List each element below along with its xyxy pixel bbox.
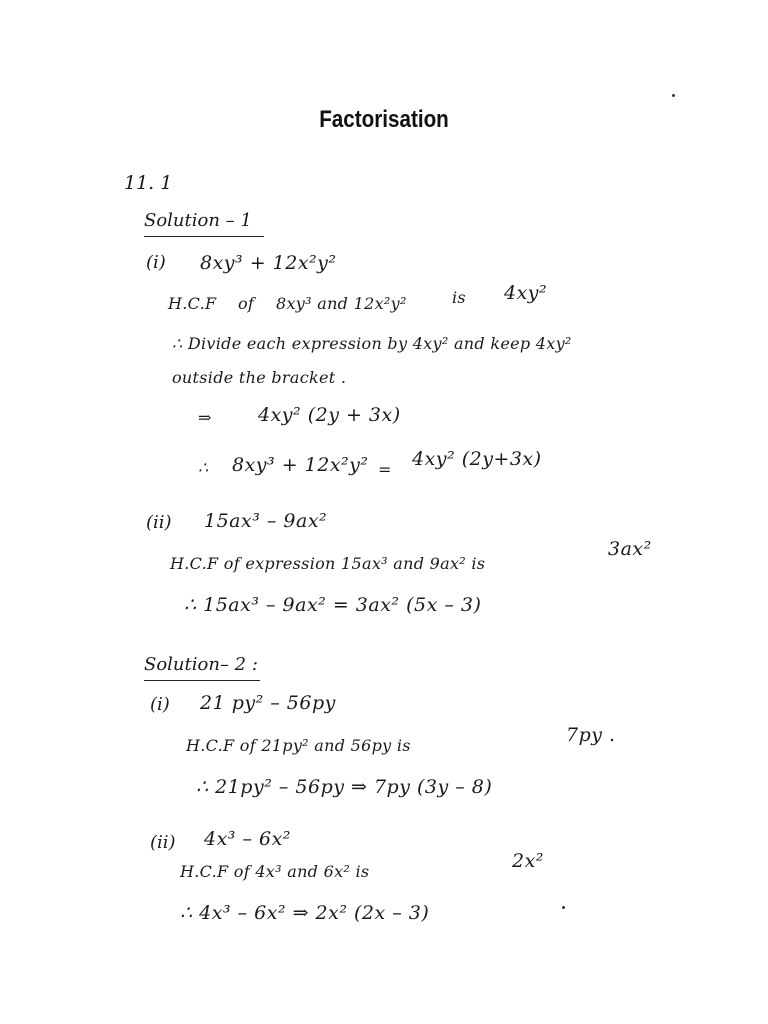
sol2-part-i-hcf-value: 7py . [566,724,616,746]
part-i-step-2: outside the bracket . [172,368,347,387]
sol2-part-ii-label: (ii) [150,832,176,853]
part-i-label: (i) [146,252,166,273]
solution-1-heading: Solution – 1 [144,210,252,231]
sol2-part-i-expression: 21 py² – 56py [200,692,336,714]
sol2-part-i-hcf-line: H.C.F of 21py² and 56py is [186,736,411,755]
solution-1-underline [144,236,264,237]
solution-2-underline [144,680,260,681]
sol2-part-ii-result: ∴ 4x³ – 6x² ⇒ 2x² (2x – 3) [180,902,430,924]
sol2-part-ii-hcf-line: H.C.F of 4x³ and 6x² is [180,862,370,881]
stray-mark [672,94,675,97]
section-number: 11. 1 [124,172,173,194]
part-i-expression: 8xy³ + 12x²y² [200,252,337,274]
solution-2-heading: Solution– 2 : [144,654,258,675]
part-i-hcf-prefix: H.C.F [168,294,217,313]
stray-mark [562,906,565,909]
part-i-implies-symbol: ⇒ [198,408,212,427]
part-i-result-equals: = [378,460,392,479]
part-ii-label: (ii) [146,512,172,533]
sol2-part-i-result: ∴ 21py² – 56py ⇒ 7py (3y – 8) [196,776,493,798]
part-i-factored: 4xy² (2y + 3x) [258,404,401,426]
part-i-hcf-is: is [452,288,466,307]
part-ii-result: ∴ 15ax³ – 9ax² = 3ax² (5x – 3) [184,594,482,616]
sol2-part-ii-expression: 4x³ – 6x² [204,828,291,850]
part-i-hcf-value: 4xy² [504,282,548,304]
part-i-therefore-symbol: ∴ [198,458,209,477]
sol2-part-i-label: (i) [150,694,170,715]
page-title: Factorisation [319,106,449,133]
part-i-hcf-terms: 8xy³ and 12x²y² [276,294,407,313]
sol2-part-ii-hcf-value: 2x² [512,850,544,872]
part-i-step-1: ∴ Divide each expression by 4xy² and keep 4xy² [172,334,572,353]
part-i-result-rhs: 4xy² (2y+3x) [412,448,542,470]
part-ii-hcf-line: H.C.F of expression 15ax³ and 9ax² is [170,554,486,573]
part-ii-expression: 15ax³ – 9ax² [204,510,328,532]
part-ii-hcf-value: 3ax² [608,538,652,560]
part-i-hcf-of: of [238,294,255,313]
part-i-result-lhs: 8xy³ + 12x²y² [232,454,369,476]
